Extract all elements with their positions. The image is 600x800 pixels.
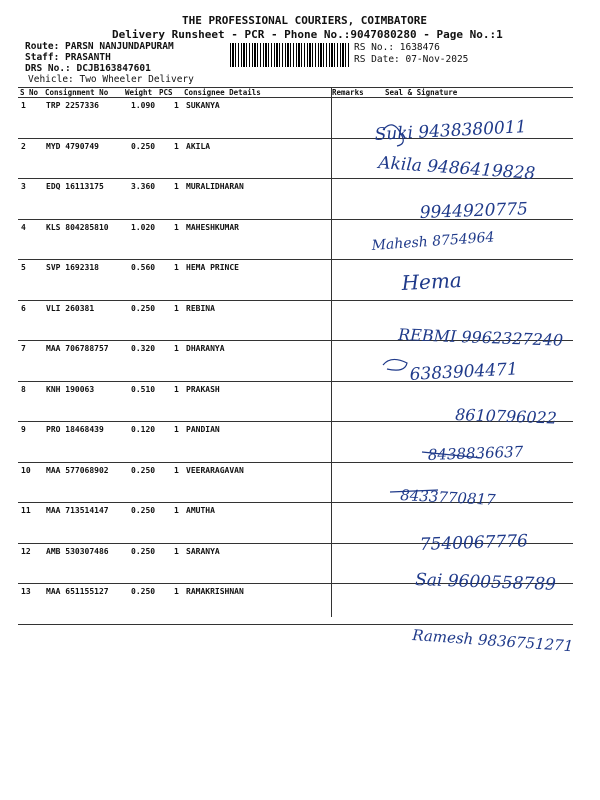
row-weight: 1.020 [131, 222, 156, 232]
row-weight: 0.250 [131, 587, 156, 596]
table-header-rule [18, 97, 573, 98]
row-pcs: 1 [174, 222, 179, 232]
signature-7: 6383904471 [409, 359, 519, 385]
signature-6: REBMI 9962327240 [397, 325, 564, 350]
row-pcs: 1 [174, 425, 179, 434]
staff-label: Staff: PRASANTH [25, 52, 111, 63]
row-sno: 5 [21, 263, 26, 272]
row-divider [18, 624, 573, 625]
row-consignee: MURALIDHARAN [186, 182, 244, 191]
barcode [230, 43, 350, 67]
row-consignee: RAMAKRISHNAN [186, 587, 244, 596]
row-sno: 8 [21, 384, 26, 394]
row-consignee: SARANYA [186, 546, 220, 556]
rs-date: RS Date: 07-Nov-2025 [354, 54, 469, 65]
row-consignment-no: TRP 2257336 [46, 101, 99, 110]
row-consignee: MAHESHKUMAR [186, 222, 239, 232]
col-header-remarks: Remarks [332, 88, 364, 97]
col-header-consignment: Consignment No [45, 88, 109, 97]
row-pcs: 1 [174, 101, 179, 110]
col-header-sno: S No [20, 88, 39, 97]
page-title: THE PROFESSIONAL COURIERS, COIMBATORE [182, 14, 428, 27]
row-divider [18, 340, 573, 341]
row-divider [18, 462, 573, 463]
row-weight: 0.120 [131, 425, 156, 434]
page-subtitle: Delivery Runsheet - PCR - Phone No.:9047080280 - Page No.:1 [112, 28, 503, 41]
row-weight: 0.320 [131, 344, 156, 353]
row-weight: 3.360 [131, 182, 156, 191]
row-divider [18, 543, 573, 544]
row-consignment-no: SVP 1692318 [46, 263, 99, 272]
row-divider [18, 138, 573, 139]
row-pcs: 1 [174, 506, 179, 515]
row-weight: 0.560 [131, 263, 156, 272]
signature-4: Mahesh 8754964 [371, 229, 495, 254]
route-label: Route: PARSN NANJUNDAPURAM [25, 41, 174, 52]
row-pcs: 1 [174, 141, 179, 151]
row-divider [18, 178, 573, 179]
col-divider [331, 87, 332, 617]
rs-number: RS No.: 1638476 [354, 42, 440, 53]
row-weight: 0.250 [131, 546, 156, 556]
row-consignment-no: MYD 4790749 [46, 141, 99, 151]
row-sno: 3 [21, 182, 26, 191]
col-header-signature: Seal & Signature [385, 88, 458, 97]
row-pcs: 1 [174, 263, 179, 272]
row-pcs: 1 [174, 465, 179, 475]
row-consignee: HEMA PRINCE [186, 263, 239, 272]
row-consignee: SUKANYA [186, 101, 220, 110]
vehicle-label: Vehicle: Two Wheeler Delivery [28, 74, 194, 85]
row-divider [18, 300, 573, 301]
row-weight: 0.250 [131, 303, 156, 313]
row-divider [18, 219, 573, 220]
signature-5: Hema [401, 267, 463, 295]
row-sno: 6 [21, 303, 26, 313]
signature-12: Sai 9600558789 [414, 570, 557, 595]
row-consignment-no: MAA 651155127 [46, 587, 109, 596]
row-consignment-no: KNH 190063 [46, 384, 95, 394]
row-consignee: AMUTHA [186, 506, 215, 515]
row-sno: 7 [21, 344, 26, 353]
row-weight: 0.250 [131, 465, 156, 475]
row-weight: 0.250 [131, 506, 156, 515]
col-header-weight: Weight [125, 88, 153, 97]
signature-9: 8438836637 [427, 442, 524, 464]
row-sno: 13 [21, 587, 31, 596]
row-consignee: DHARANYA [186, 344, 225, 353]
signature-2: Akila 9486419828 [377, 153, 536, 184]
row-weight: 0.510 [131, 384, 156, 394]
row-pcs: 1 [174, 344, 179, 353]
row-divider [18, 583, 573, 584]
row-sno: 2 [21, 141, 26, 151]
row-weight: 0.250 [131, 141, 156, 151]
row-pcs: 1 [174, 182, 179, 191]
row-consignment-no: KLS 804285810 [46, 222, 109, 232]
row-pcs: 1 [174, 546, 179, 556]
row-pcs: 1 [174, 303, 179, 313]
signature-3: 9944920775 [419, 199, 529, 223]
signature-11: 7540067776 [419, 531, 529, 555]
signature-8: 8610796022 [454, 405, 558, 428]
row-pcs: 1 [174, 384, 179, 394]
drs-label: DRS No.: DCJB163847601 [25, 63, 151, 74]
row-divider [18, 502, 573, 503]
row-consignment-no: AMB 530307486 [46, 546, 109, 556]
row-consignment-no: MAA 713514147 [46, 506, 109, 515]
col-header-consignee: Consignee Details [184, 88, 261, 97]
row-divider [18, 259, 573, 260]
row-sno: 11 [21, 506, 31, 515]
row-consignment-no: MAA 706788757 [46, 344, 109, 353]
row-consignment-no: MAA 577068902 [46, 465, 109, 475]
row-sno: 1 [21, 101, 26, 110]
row-consignment-no: EDQ 16113175 [46, 182, 104, 191]
row-consignee: VEERARAGAVAN [186, 465, 244, 475]
signature-10: 8433770817 [399, 486, 497, 509]
signature-1: Suki 9438380011 [374, 117, 527, 145]
row-divider [18, 421, 573, 422]
row-sno: 4 [21, 222, 26, 232]
col-header-pcs: PCS [159, 88, 173, 97]
row-consignee: PRAKASH [186, 384, 220, 394]
row-sno: 10 [21, 465, 31, 475]
row-sno: 9 [21, 425, 26, 434]
signature-13: Ramesh 9836751271 [411, 626, 574, 656]
row-consignee: AKILA [186, 141, 211, 151]
row-consignee: REBINA [186, 303, 215, 313]
row-consignee: PANDIAN [186, 425, 220, 434]
row-divider [18, 381, 573, 382]
row-weight: 1.090 [131, 101, 156, 110]
row-consignment-no: VLI 260381 [46, 303, 95, 313]
row-sno: 12 [21, 546, 31, 556]
row-pcs: 1 [174, 587, 179, 596]
row-consignment-no: PRO 18468439 [46, 425, 104, 434]
